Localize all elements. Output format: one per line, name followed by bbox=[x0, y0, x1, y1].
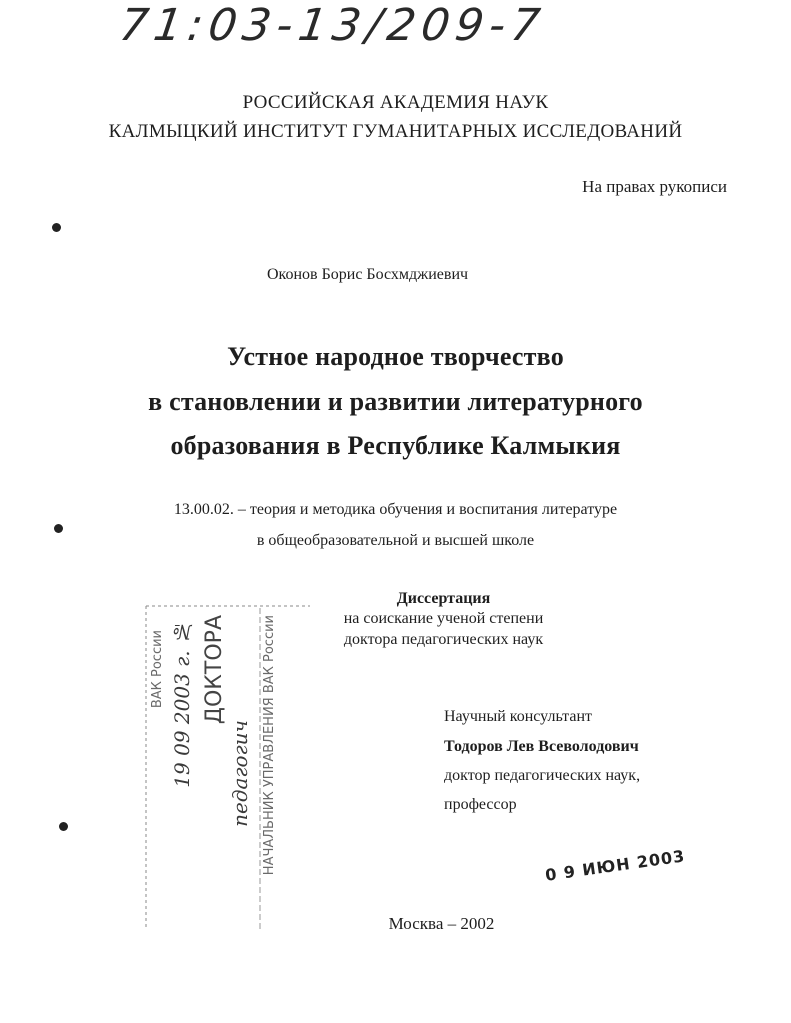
rights-note: На правах рукописи bbox=[582, 177, 727, 196]
dissertation-heading: Диссертация bbox=[396, 590, 491, 607]
author-name: Оконов Борис Босхмджиевич bbox=[266, 266, 469, 283]
approval-stamp bbox=[140, 600, 315, 935]
organization-line-2: КАЛМЫЦКИЙ ИНСТИТУТ ГУМАНИТАРНЫХ ИССЛЕДОВАНИЙ bbox=[108, 121, 683, 142]
stamp-text-line-4: педагогич bbox=[228, 720, 252, 827]
consultant-rank: профессор bbox=[444, 796, 517, 813]
consultant-label: Научный консультант bbox=[444, 708, 592, 725]
stamp-text-line-1: ВАК России bbox=[150, 630, 165, 709]
specialty-line-2: в общеобразовательной и высшей школе bbox=[256, 532, 535, 549]
stamp-text-line-5: НАЧАЛЬНИК УПРАВЛЕНИЯ ВАК России bbox=[262, 615, 277, 876]
punch-hole-mark bbox=[59, 822, 68, 831]
received-date-stamp: 0 9 ИЮН 2003 bbox=[544, 846, 687, 885]
consultant-degree: доктор педагогических наук, bbox=[444, 767, 641, 784]
stamp-text-line-3: ДОКТОРА bbox=[202, 615, 227, 725]
handwritten-archive-code: 71:03-13/209-7 bbox=[116, 0, 549, 51]
dissertation-degree-line-1: на соискание ученой степени bbox=[343, 610, 544, 627]
city-year: Москва – 2002 bbox=[388, 914, 495, 933]
consultant-name: Тодоров Лев Всеволодович bbox=[444, 738, 639, 755]
dissertation-title-line-1: Устное народное творчество bbox=[227, 342, 564, 371]
specialty-line-1: 13.00.02. – теория и методика обучения и воспитания литературе bbox=[173, 501, 618, 518]
stamp-text-line-2: 19 09 2003 г. № bbox=[170, 620, 194, 788]
dissertation-title-line-3: образования в Республике Калмыкия bbox=[170, 431, 621, 460]
dissertation-degree-line-2: доктора педагогических наук bbox=[343, 631, 544, 648]
organization-line-1: РОССИЙСКАЯ АКАДЕМИЯ НАУК bbox=[242, 92, 549, 113]
dissertation-title-line-2: в становлении и развитии литературного bbox=[148, 387, 643, 416]
punch-hole-mark bbox=[52, 223, 61, 232]
